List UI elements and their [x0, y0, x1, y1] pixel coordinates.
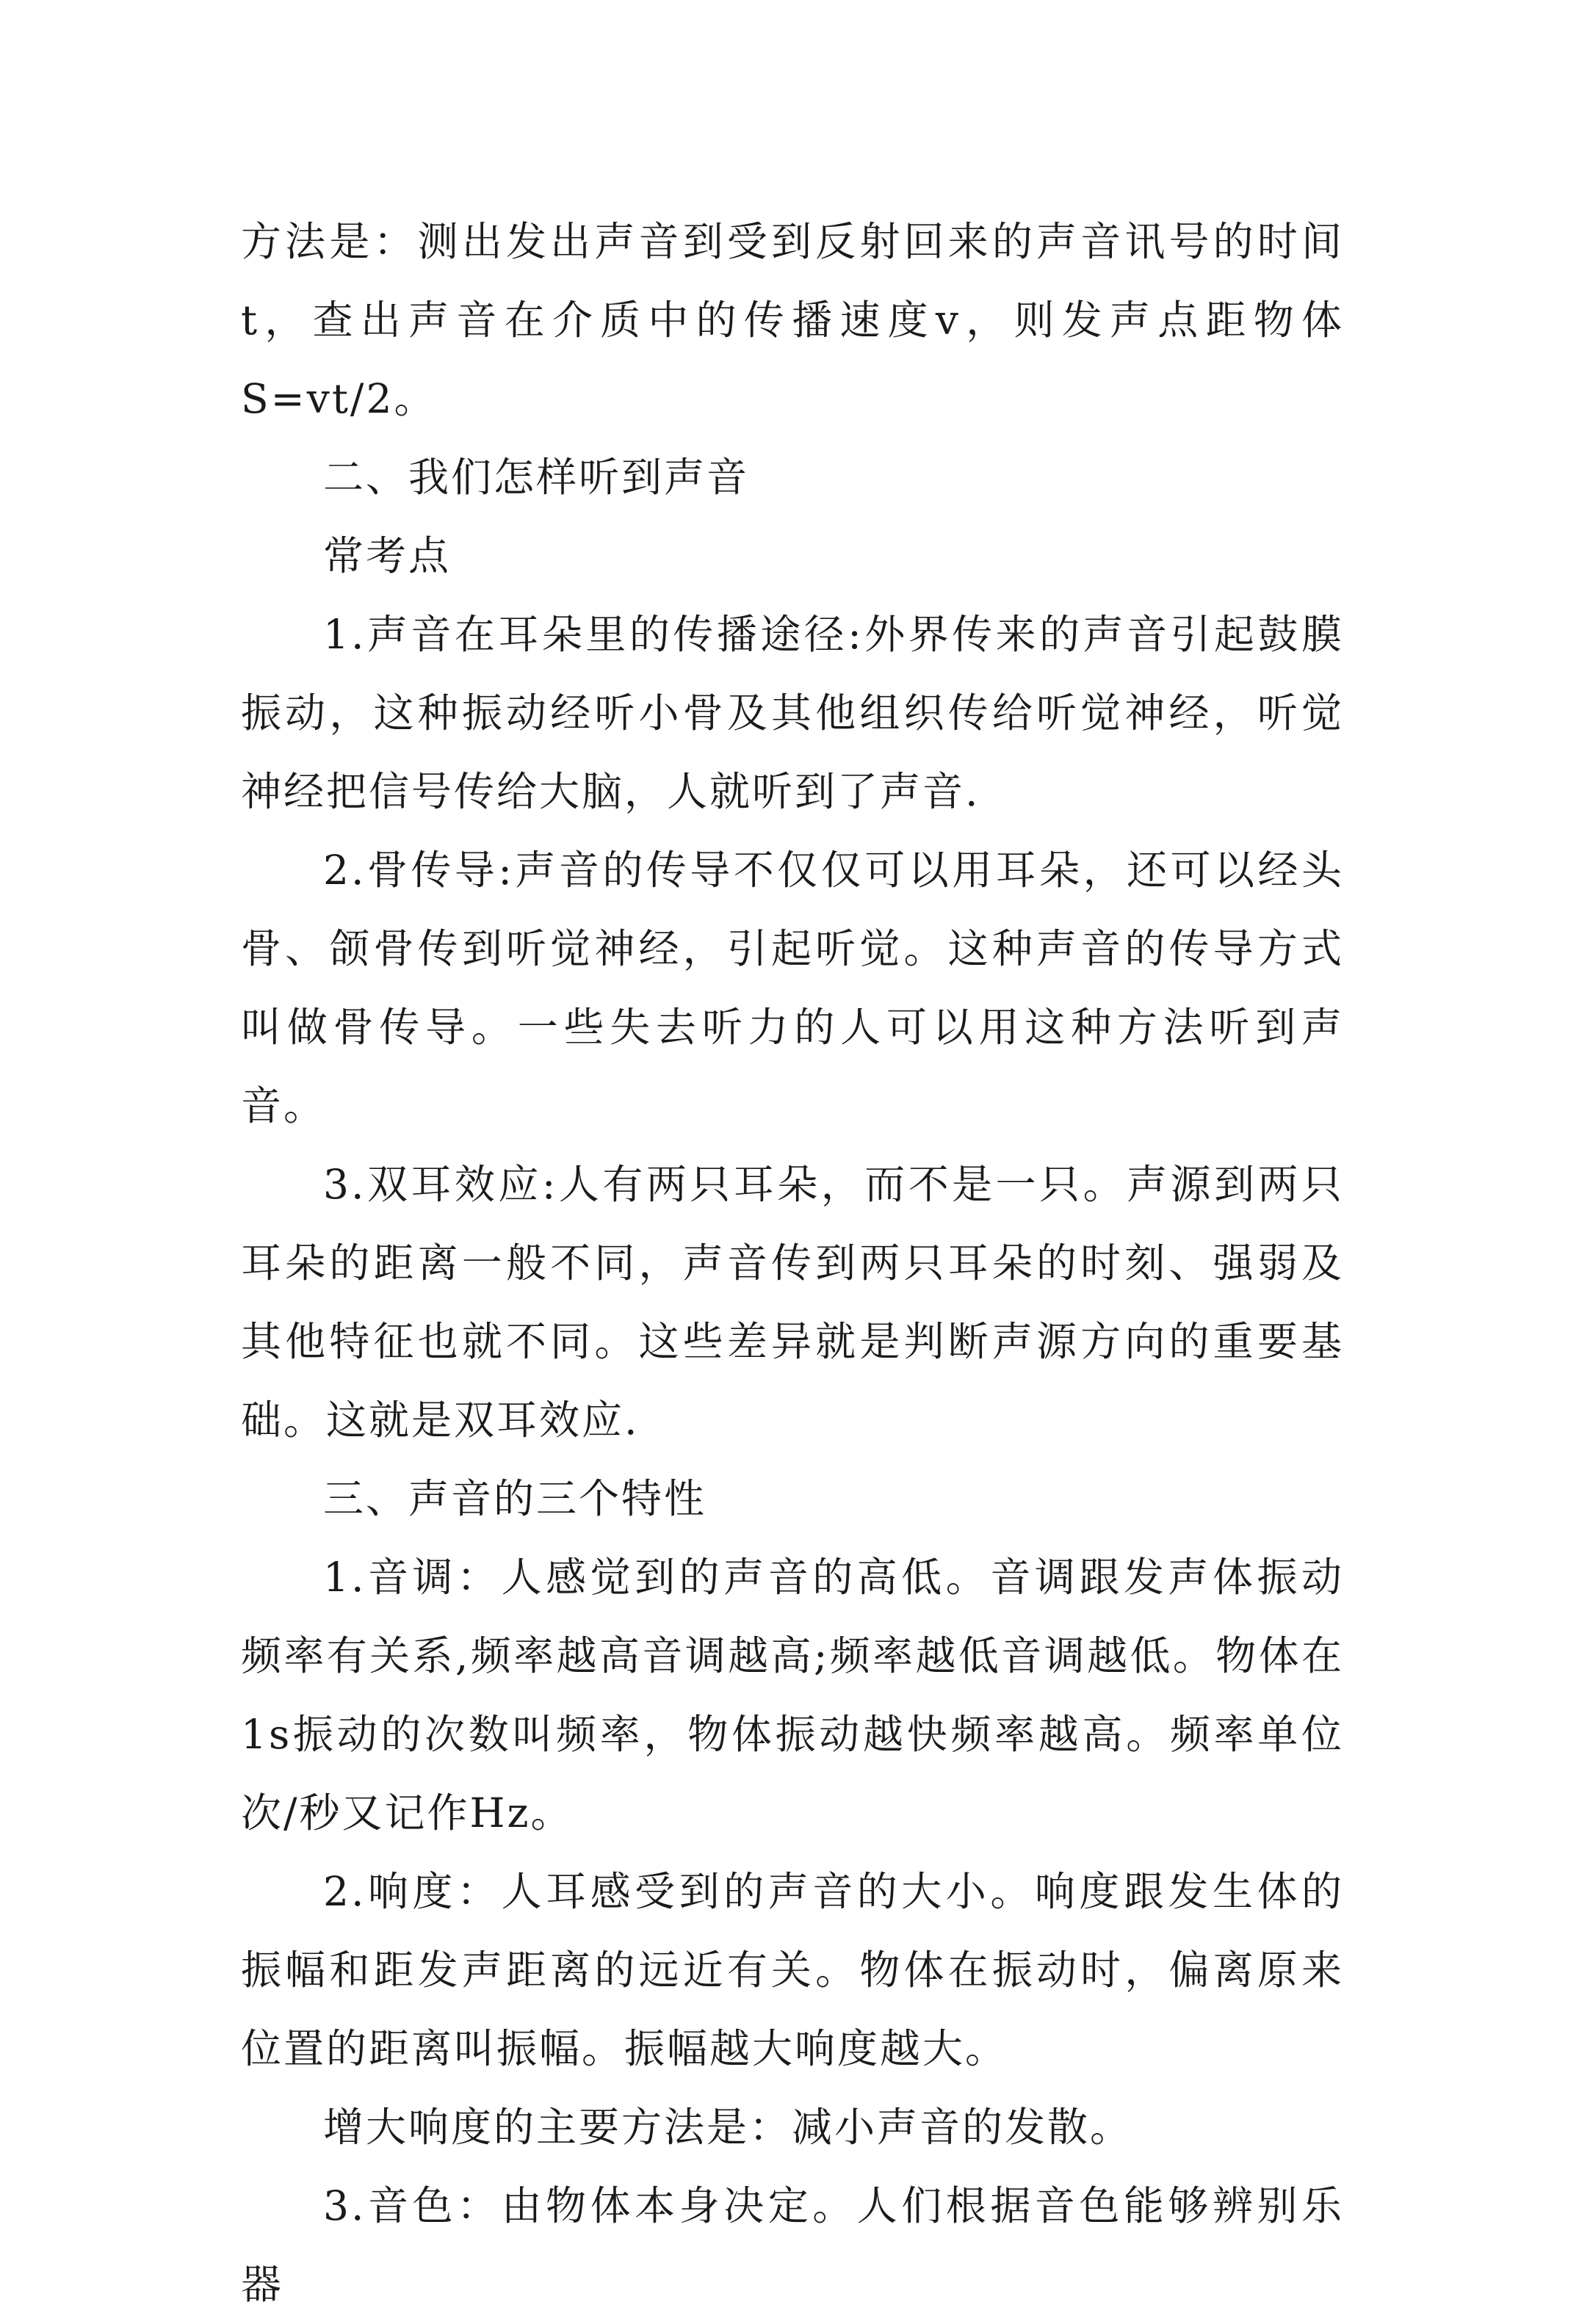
paragraph-loudness: 2.响度：人耳感受到的声音的大小。响度跟发生体的振幅和距发声距离的远近有关。物体在振动时，偏离原来位置的距离叫振幅。振幅越大响度越大。	[241, 1868, 1344, 2072]
paragraph-timbre: 3.音色：由物体本身决定。人们根据音色能够辨别乐器	[241, 2182, 1344, 2308]
paragraph-ear-path: 1.声音在耳朵里的传播途径:外界传来的声音引起鼓膜振动，这种振动经听小骨及其他组织传给听觉神经，听觉神经把信号传给大脑，人就听到了声音.	[241, 611, 1344, 815]
document-page	[241, 203, 1344, 2324]
paragraph-binaural-effect: 3.双耳效应:人有两只耳朵，而不是一只。声源到两只耳朵的距离一般不同，声音传到两只耳朵的时刻、强弱及其他特征也就不同。这些差异就是判断声源方向的重要基础。这就是双耳效应.	[241, 1161, 1344, 1444]
paragraph-bone-conduction: 2.骨传导:声音的传导不仅仅可以用耳朵，还可以经头骨、颌骨传到听觉神经，引起听觉。这种声音的传导方式叫做骨传导。一些失去听力的人可以用这种方法听到声音。	[241, 847, 1344, 1129]
section-heading-hearing: 二、我们怎样听到声音	[323, 454, 750, 501]
subheading-key-points: 常考点	[323, 532, 452, 579]
paragraph-distance-method: 方法是：测出发出声音到受到反射回来的声音讯号的时间t，查出声音在介质中的传播速度v，则发声点距物体S=vt/2。	[241, 218, 1344, 422]
paragraph-pitch: 1.音调：人感觉到的声音的高低。音调跟发声体振动频率有关系,频率越高音调越高;频率越低音调越低。物体在1s振动的次数叫频率，物体振动越快频率越高。频率单位次/秒又记作Hz。	[241, 1554, 1344, 1836]
section-heading-characteristics: 三、声音的三个特性	[323, 1475, 707, 1522]
paragraph-increase-loudness: 增大响度的主要方法是：减小声音的发散。	[323, 2104, 1133, 2151]
